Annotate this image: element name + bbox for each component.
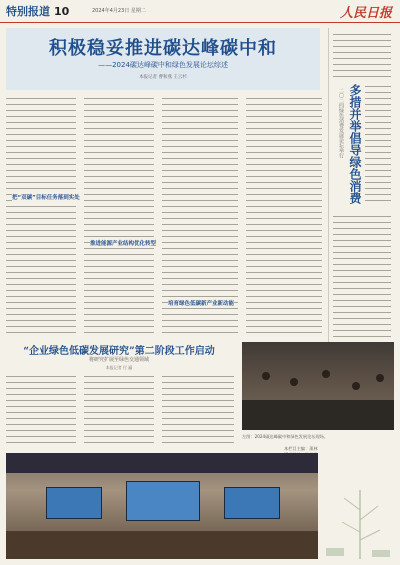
photo-center-screen bbox=[126, 481, 200, 521]
side-intro-text bbox=[333, 32, 391, 78]
section-name bbox=[6, 3, 69, 19]
side-article-title: 多措并举倡导绿色消费 bbox=[348, 84, 362, 204]
forum-photo-audience bbox=[242, 342, 394, 430]
newspaper-logo: 人民日报 bbox=[339, 6, 392, 21]
side-article bbox=[328, 28, 395, 378]
side-article-subtitle: 二〇二四绿色消费发展论坛举行 bbox=[338, 88, 344, 158]
side-body-top bbox=[365, 84, 391, 204]
photo-audience-rows bbox=[6, 531, 318, 559]
photo-figure bbox=[290, 378, 298, 386]
photo-figure bbox=[322, 370, 330, 378]
second-body-column-3 bbox=[162, 374, 234, 448]
photo-left-screen bbox=[46, 487, 102, 519]
lead-headline: 积极稳妥推进碳达峰碳中和 bbox=[49, 38, 277, 59]
section-label: 特别报道 bbox=[6, 5, 50, 18]
photo-table bbox=[242, 400, 394, 430]
photo-right-screen bbox=[224, 487, 280, 519]
page-number: 10 bbox=[54, 5, 70, 18]
lead-body-column-1 bbox=[6, 96, 76, 336]
photo-ceiling bbox=[6, 453, 318, 473]
photo-figure bbox=[376, 374, 384, 382]
forum-photo-stage bbox=[6, 453, 318, 559]
second-article-byline: 本报记者 付 瀛 bbox=[105, 365, 133, 370]
second-body-column-2 bbox=[84, 374, 154, 448]
second-article-headline: “企业绿色低碳发展研究”第二阶段工作启动 bbox=[23, 346, 215, 357]
second-body-column-1 bbox=[6, 374, 76, 448]
lead-subhead-3: 培育绿色低碳新产业新动能 bbox=[168, 298, 234, 308]
photo-caption: 左图：2024碳达峰碳中和绿色发展论坛现场。 bbox=[242, 434, 329, 439]
decorative-tree-icon bbox=[322, 470, 394, 559]
publication-date: 2024年4月23日 星期二 bbox=[92, 8, 146, 14]
lead-body-column-2 bbox=[84, 96, 154, 336]
masthead bbox=[0, 0, 400, 23]
lead-body-column-4 bbox=[246, 96, 322, 336]
lead-subhead-2: 推进能源产业结构优化转型 bbox=[90, 238, 156, 248]
lead-subhead-1: 把“双碳”目标任务落到实处 bbox=[12, 192, 80, 202]
photo-figure bbox=[352, 382, 360, 390]
photo-figure bbox=[262, 372, 270, 380]
editor-credit: 本栏目主编：萧林 bbox=[284, 446, 318, 451]
lead-subheadline: ——2024碳达峰碳中和绿色发展论坛综述 bbox=[98, 61, 228, 69]
lead-headline-block bbox=[6, 28, 320, 90]
lead-byline: 本报记者 曹和燕 王云杉 bbox=[139, 75, 187, 80]
second-article-subheadline: 将研究扩展至绿色交通领域 bbox=[88, 357, 149, 363]
